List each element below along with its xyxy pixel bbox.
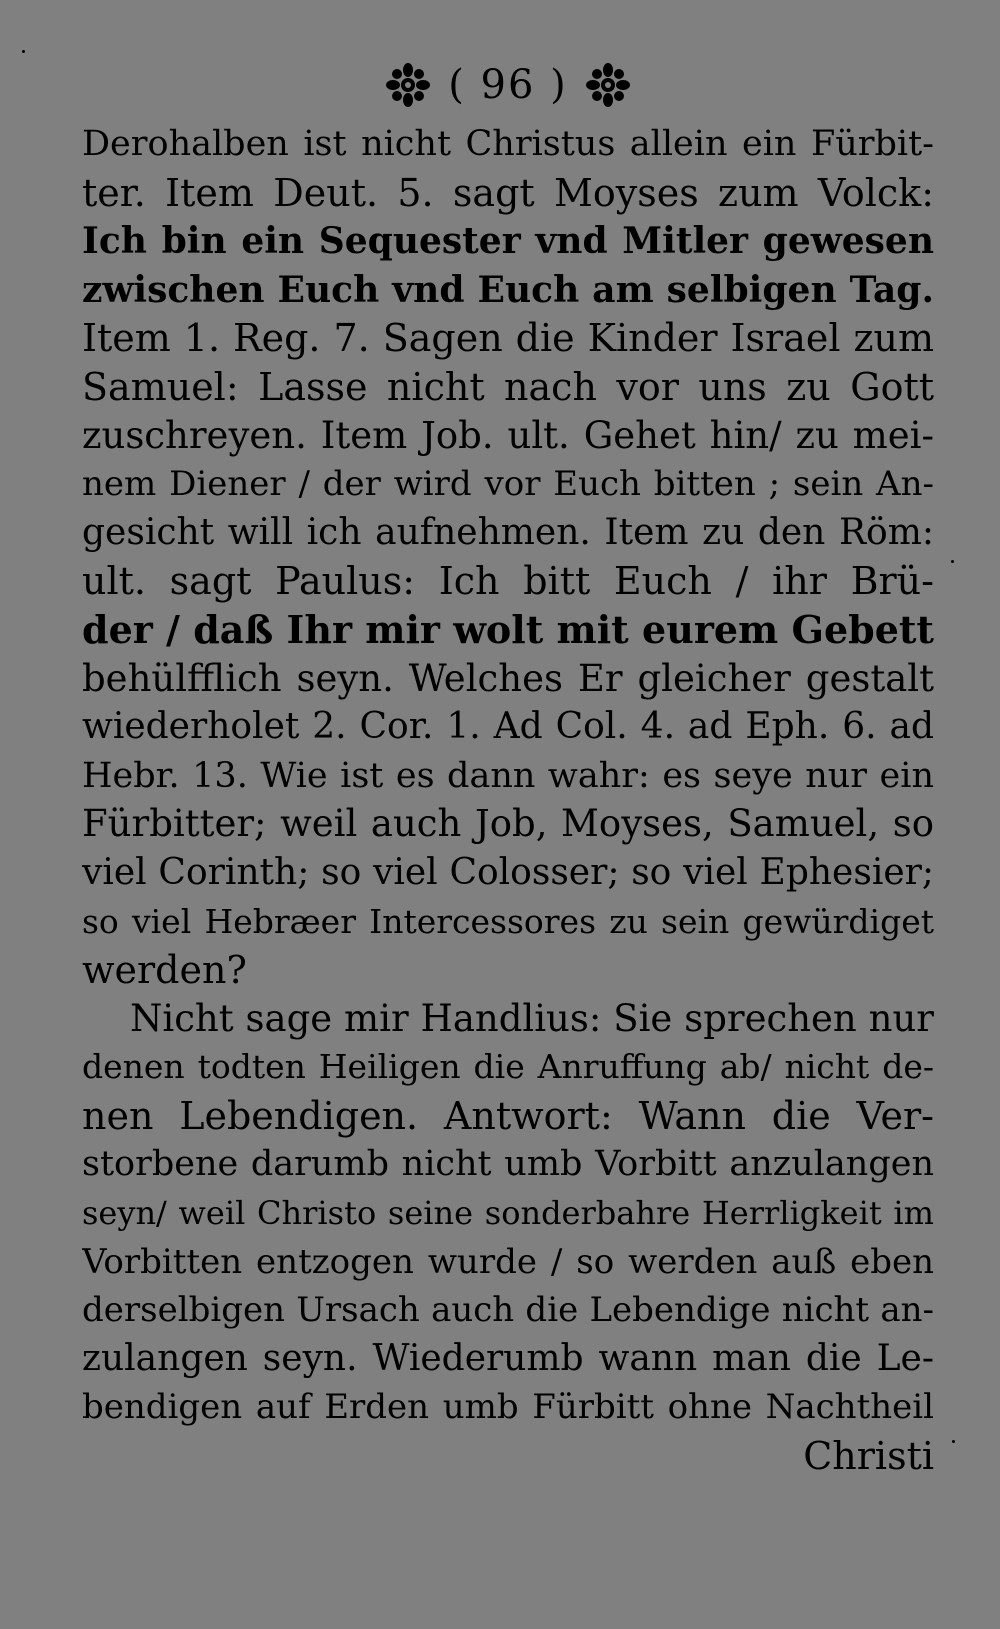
text-line: nen Lebendigen. Antwort: Wann die Ver- (82, 1093, 934, 1138)
speck-mark (952, 1440, 955, 1443)
body-text (82, 120, 934, 1432)
page-header (82, 52, 934, 118)
speck-mark (22, 50, 25, 53)
text-line: viel Corinth; so viel Colosser; so viel Ephesier; (82, 851, 934, 893)
text-line: Samuel: Lasse nicht nach vor uns zu Gott (82, 364, 934, 409)
text-line: storbene darumb nicht umb Vorbitt anzulangen (82, 1144, 934, 1185)
text-line: Ich bin ein Sequester vnd Mitler gewesen (82, 220, 934, 263)
text-line: Nicht sage mir Handlius: Sie sprechen nur (130, 996, 934, 1040)
text-line: seyn/ weil Christo seine sonderbahre Herrligkeit im (82, 1194, 934, 1233)
text-line: der / daß Ihr mir wolt mit eurem Gebett (82, 606, 934, 652)
text-line: derselbigen Ursach auch die Lebendige nicht an- (82, 1290, 934, 1331)
text-line: Derohalben ist nicht Christus allein ein Fürbit- (82, 124, 934, 164)
text-line: Item 1. Reg. 7. Sagen die Kinder Israel zum (82, 316, 934, 361)
text-line: behülfflich seyn. Welches Er gleicher gestalt (82, 656, 934, 700)
text-line: gesicht will ich aufnehmen. Item zu den Röm: (82, 511, 934, 553)
text-line: bendigen auf Erden umb Fürbitt ohne Nachtheil (82, 1387, 934, 1428)
text-line: zwischen Euch vnd Euch am selbigen Tag. (82, 268, 934, 311)
text-line: werden? (82, 948, 247, 993)
flower-ornament-icon (586, 63, 630, 107)
text-line: so viel Hebræer Intercessores zu sein gewürdiget (82, 901, 934, 941)
text-line: ter. Item Deut. 5. sagt Moyses zum Volck: (82, 170, 934, 215)
text-line: ult. sagt Paulus: Ich bitt Euch / ihr Brü- (82, 559, 934, 604)
text-line: nem Diener / der wird vor Euch bitten ; sein An- (82, 464, 934, 505)
text-line: denen todten Heiligen die Anruffung ab/ nicht de- (82, 1047, 934, 1087)
book-page (82, 52, 934, 1480)
text-line: wiederholet 2. Cor. 1. Ad Col. 4. ad Eph. 6. ad (82, 706, 934, 748)
flower-ornament-icon (386, 63, 430, 107)
text-line: zuschreyen. Item Job. ult. Gehet hin/ zu mei- (82, 413, 934, 457)
speck-mark (951, 560, 954, 563)
text-line: Fürbitter; weil auch Job, Moyses, Samuel, so (82, 802, 934, 846)
text-line: zulangen seyn. Wiederumb wann man die Le- (82, 1337, 934, 1379)
catchword: Christi (803, 1434, 934, 1479)
page-number: ( 96 ) (448, 62, 568, 108)
text-line: Hebr. 13. Wie ist es dann wahr: es seye nur ein (82, 755, 934, 796)
text-line: Vorbitten entzogen wurde / so werden auß eben (82, 1241, 934, 1282)
